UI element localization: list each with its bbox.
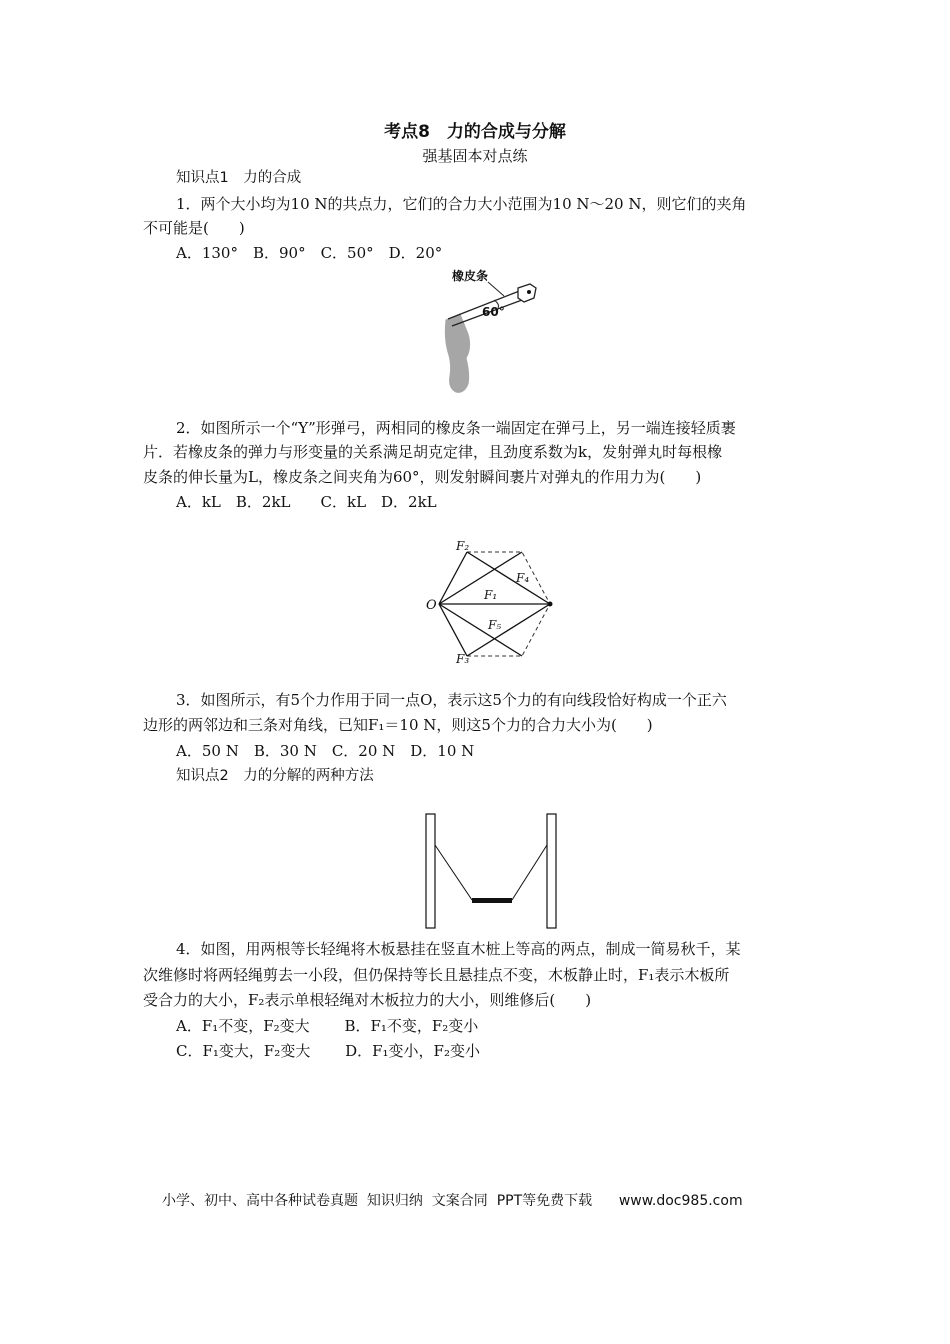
section-heading-1: 知识点1 力的合成 bbox=[176, 170, 302, 186]
page-subtitle: 强基固本对点练 bbox=[422, 147, 528, 165]
slingshot-figure bbox=[430, 264, 550, 404]
q4-options-row1: A．F₁不变，F₂变大 B．F₁不变，F₂变小 bbox=[176, 1017, 479, 1035]
q4-text-line3: 受合力的大小，F₂表示单根轻绳对木板拉力的大小，则维修后( ) bbox=[143, 991, 592, 1009]
q2-text-line1: 2．如图所示一个“Y”形弹弓，两相同的橡皮条一端固定在弹弓上，另一端连接轻质裹 bbox=[176, 419, 736, 437]
q2-options: A．kL B．2kL C．kL D．2kL bbox=[176, 493, 437, 511]
left-post bbox=[426, 814, 435, 928]
left-rope bbox=[435, 845, 472, 900]
F5-label: F₅ bbox=[488, 618, 502, 632]
force-F2-line bbox=[439, 552, 467, 604]
footer-url[interactable]: www.doc985.com bbox=[618, 1193, 743, 1209]
wooden-board bbox=[472, 898, 512, 903]
label-pointer-line bbox=[488, 282, 504, 296]
endpoint-dot bbox=[548, 602, 553, 607]
footer-text: 小学、初中、高中各种试卷真题 知识归纳 文案合同 PPT等免费下载 bbox=[162, 1193, 593, 1209]
F4-label: F₄ bbox=[516, 571, 530, 585]
point-O-label: O bbox=[426, 598, 437, 613]
rubber-band-label: 橡皮条 bbox=[452, 269, 489, 283]
force-F3-line bbox=[439, 604, 467, 656]
F3-label: F₃ bbox=[456, 652, 470, 666]
section-heading-2: 知识点2 力的分解的两种方法 bbox=[176, 768, 374, 784]
q1-text-line1: 1．两个大小均为10 N的共点力，它们的合力大小范围为10 N～20 N，则它们的夹角 bbox=[176, 195, 747, 213]
q1-options: A．130° B．90° C．50° D．20° bbox=[176, 244, 443, 262]
q4-text-line1: 4．如图，用两根等长轻绳将木板悬挂在竖直木桩上等高的两点，制成一简易秋千，某 bbox=[176, 940, 741, 958]
q3-options: A．50 N B．30 N C．20 N D．10 N bbox=[176, 742, 475, 760]
F1-label: F₁ bbox=[484, 588, 498, 602]
q1-text-line2: 不可能是( ) bbox=[143, 219, 245, 237]
right-post bbox=[547, 814, 556, 928]
slingshot-pouch bbox=[518, 284, 536, 302]
slingshot-handle bbox=[445, 314, 469, 392]
q3-text-line1: 3．如图所示，有5个力作用于同一点O，表示这5个力的有向线段恰好构成一个正六 bbox=[176, 691, 727, 709]
page-title: 考点8 力的合成与分解 bbox=[384, 122, 566, 142]
page-footer bbox=[162, 1190, 743, 1210]
q4-text-line2: 次维修时将两轻绳剪去一小段，但仍保持等长且悬挂点不变，木板静止时，F₁表示木板所 bbox=[143, 966, 730, 984]
q2-text-line2: 片．若橡皮条的弹力与形变量的关系满足胡克定律，且劲度系数为k，发射弹丸时每根橡 bbox=[143, 443, 723, 461]
q4-options-row2: C．F₁变大，F₂变大 D．F₁变小，F₂变小 bbox=[176, 1042, 480, 1060]
q2-text-line3: 皮条的伸长量为L，橡皮条之间夹角为60°，则发射瞬间裹片对弹丸的作用力为( ) bbox=[143, 468, 702, 486]
right-rope bbox=[512, 845, 547, 900]
angle-label: 60° bbox=[482, 305, 505, 319]
swing-figure bbox=[420, 812, 565, 930]
hexagon-force-figure bbox=[424, 538, 574, 668]
pellet-dot bbox=[527, 290, 531, 294]
F2-label: F₂ bbox=[456, 539, 470, 553]
q3-text-line2: 边形的两邻边和三条对角线，已知F₁＝10 N，则这5个力的合力大小为( ) bbox=[143, 716, 653, 734]
